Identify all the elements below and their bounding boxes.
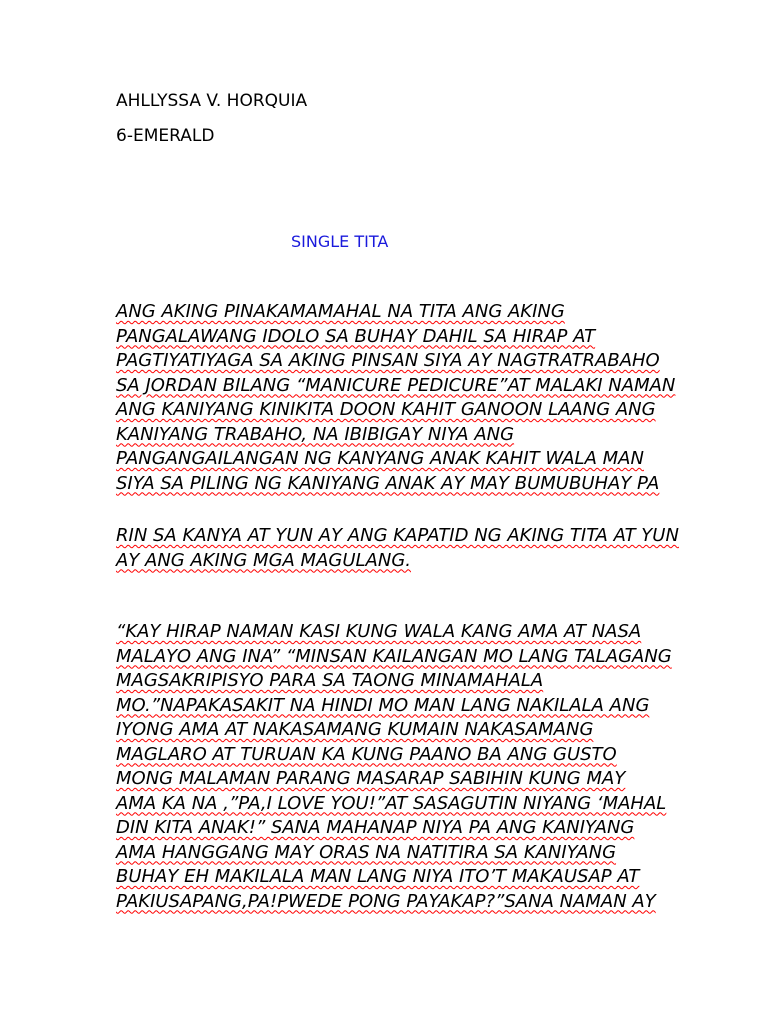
paragraph-2 <box>116 524 736 573</box>
text-line: AMA HANGGANG MAY ORAS NA NATITIRA SA KANIYANG <box>116 841 617 863</box>
text-line: RIN SA KANYA AT YUN AY ANG KAPATID NG AKING TITA AT YUN <box>116 525 679 546</box>
text-line: SIYA SA PILING NG KANIYANG ANAK AY MAY BUMUBUHAY PA <box>116 472 660 494</box>
text-line: PAGTIYATIYAGA SA AKING PINSAN SIYA AY NAGTRATRABAHO <box>116 350 660 371</box>
text-line: SA JORDAN BILANG “MANICURE PEDICURE”AT MALAKI NAMAN <box>116 374 676 396</box>
text-line: BUHAY EH MAKILALA MAN LANG NIYA ITO’T MAKAUSAP AT <box>116 866 640 887</box>
text-line: MAGSAKRIPISYO PARA SA TAONG MINAMAHALA <box>116 670 544 691</box>
text-line: AMA KA NA ,”PA,I LOVE YOU!”AT SASAGUTIN NIYANG ‘MAHAL <box>116 792 667 814</box>
text-line: DIN KITA ANAK!” SANA MAHANAP NIYA PA ANG KANIYANG <box>116 817 635 838</box>
text-line: KANIYANG TRABAHO, NA IBIBIGAY NIYA ANG <box>116 423 515 445</box>
text-line: MO.”NAPAKASAKIT NA HINDI MO MAN LANG NAKILALA ANG <box>116 694 650 716</box>
text-line: MAGLARO AT TURUAN KA KUNG PAANO BA ANG GUSTO <box>116 743 617 765</box>
text-line: PANGALAWANG IDOLO SA BUHAY DAHIL SA HIRAP AT <box>116 325 596 347</box>
text-line: IYONG AMA AT NAKASAMANG KUMAIN NAKASAMANG <box>116 719 594 740</box>
text-line: ANG KANIYANG KINIKITA DOON KAHIT GANOON LAANG ANG <box>116 399 656 420</box>
author-name: AHLLYSSA V. HORQUIA <box>116 91 308 111</box>
text-line: ANG AKING PINAKAMAMAHAL NA TITA ANG AKING <box>116 301 565 322</box>
text-line: AY ANG AKING MGA MAGULANG. <box>116 549 411 571</box>
document-title: SINGLE TITA <box>291 232 389 251</box>
text-line: “KAY HIRAP NAMAN KASI KUNG WALA KANG AMA AT NASA <box>116 621 642 642</box>
text-line: MALAYO ANG INA” “MINSAN KAILANGAN MO LANG TALAGANG <box>116 645 672 667</box>
paragraph-3 <box>116 620 736 914</box>
text-line: PANGANGAILANGAN NG KANYANG ANAK KAHIT WALA MAN <box>116 448 644 469</box>
text-line: MONG MALAMAN PARANG MASARAP SABIHIN KUNG MAY <box>116 768 626 789</box>
class-section: 6-EMERALD <box>116 126 215 146</box>
text-line: PAKIUSAPANG,PA!PWEDE PONG PAYAKAP?”SANA NAMAN AY <box>116 890 656 912</box>
paragraph-1 <box>116 300 736 496</box>
